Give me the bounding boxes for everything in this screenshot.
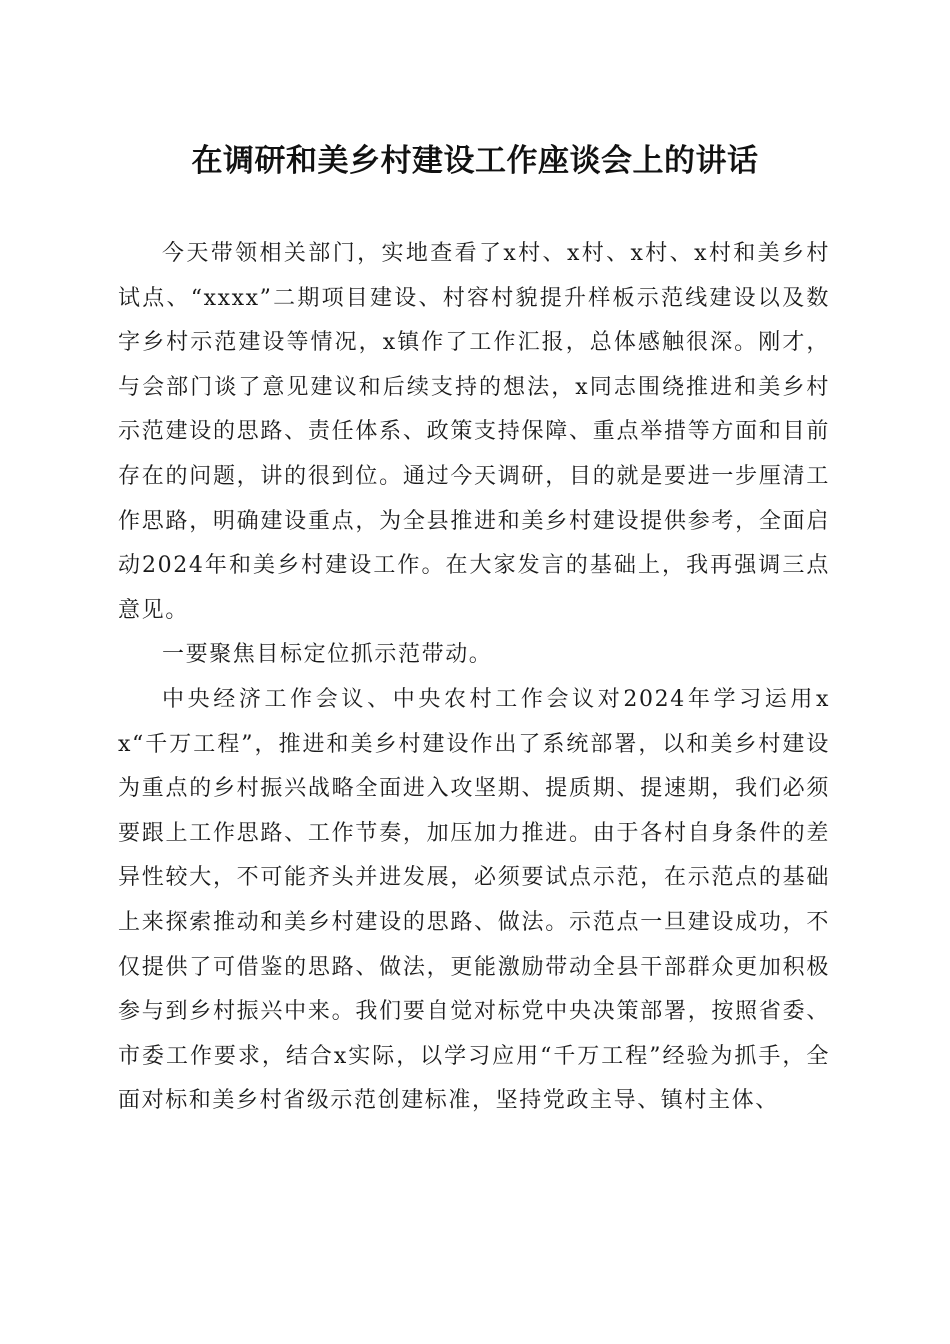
paragraph-heading-one: 一要聚焦目标定位抓示范带动。 — [162, 642, 493, 668]
document-title: 在调研和美乡村建设工作座谈会上的讲话 — [191, 143, 759, 179]
paragraph-intro: 今天带领相关部门，实地查看了x村、x村、x村、x村和美乡村试点、“xxxx”二期项目建设、村容村貌提升样板示范线建设以及数字乡村示范建设等情况，x镇作了工作汇报，总体感触很深。刚才，与会部门谈了意见建议和后续支持的想法，x同志围绕推进和美乡村示范建设的思路、责任体系、政策支持保障、重点举措等方面和目前存在的问题，讲的很到位。通过今天调研，目的就是要进一步厘清工作思路，明确建设重点，为全县推进和美乡村建设提供参考，全面启动2024年和美乡村建设工作。在大家发言的基础上，我再强调三点意见。 — [118, 241, 830, 623]
document-body — [118, 232, 830, 1124]
paragraph-body-one: 中央经济工作会议、中央农村工作会议对2024年学习运用xx“千万工程”，推进和美乡村建设作出了系统部署，以和美乡村建设为重点的乡村振兴战略全面进入攻坚期、提质期、提速期，我们必须要跟上工作思路、工作节奏，加压加力推进。由于各村自身条件的差异性较大，不可能齐头并进发展，必须要试点示范，在示范点的基础上来探索推动和美乡村建设的思路、做法。示范点一旦建设成功，不仅提供了可借鉴的思路、做法，更能激励带动全县干部群众更加积极参与到乡村振兴中来。我们要自觉对标党中央决策部署，按照省委、市委工作要求，结合x实际，以学习应用“千万工程”经验为抓手，全面对标和美乡村省级示范创建标准，坚持党政主导、镇村主体、 — [118, 686, 830, 1114]
